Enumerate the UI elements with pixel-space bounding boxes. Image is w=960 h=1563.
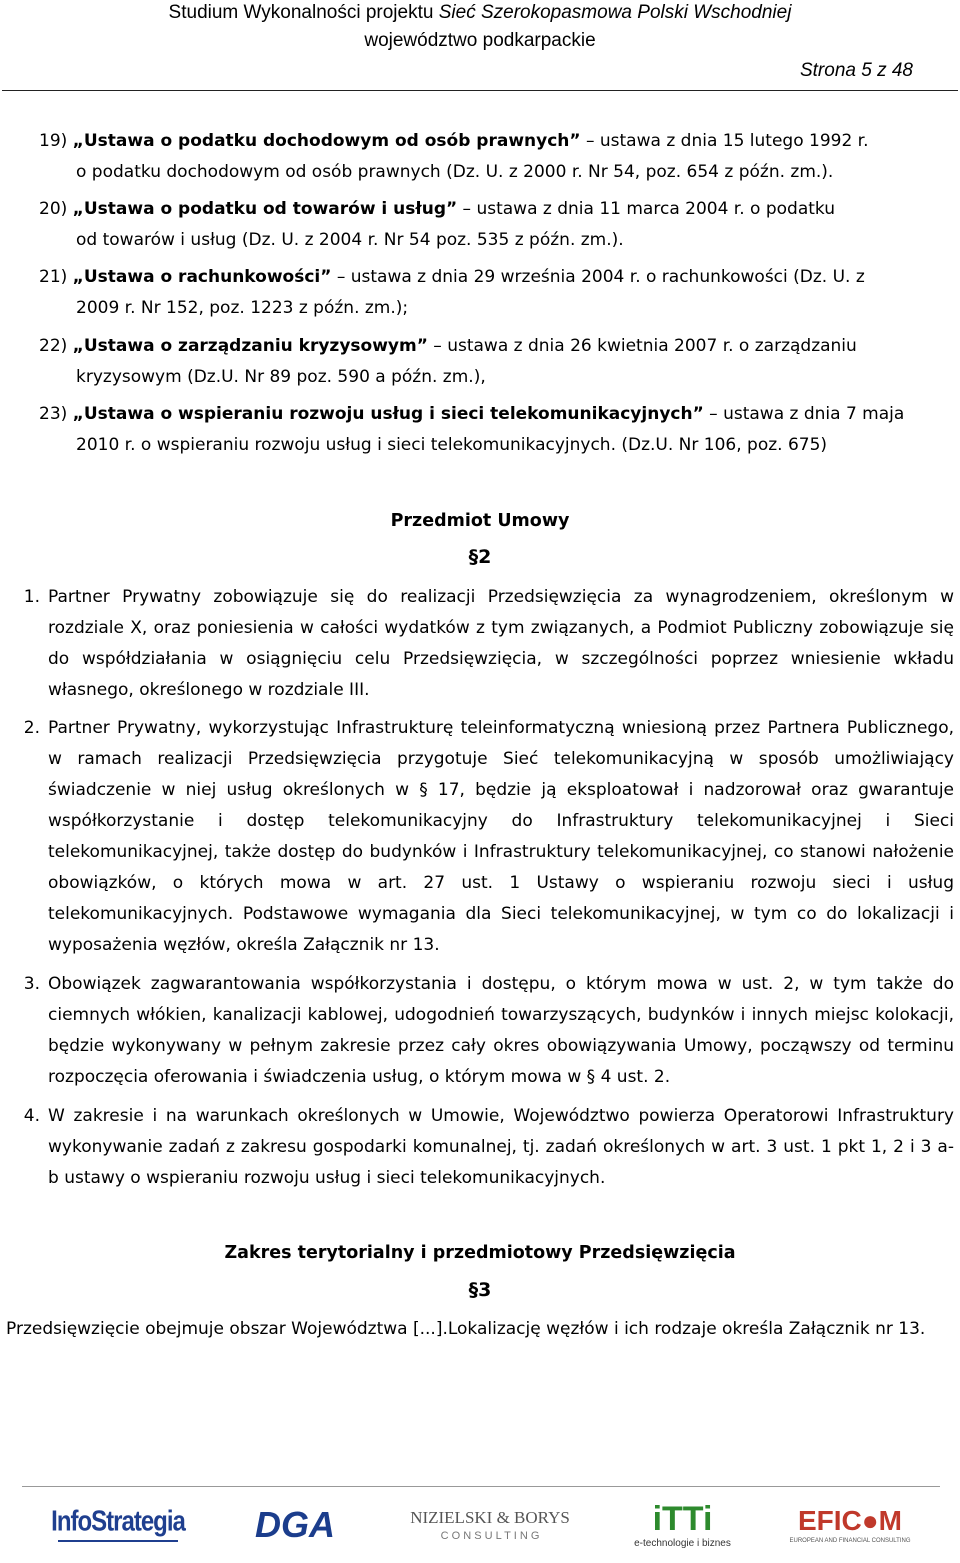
section-heading: Przedmiot Umowy — [390, 511, 570, 531]
list-item: 21) „Ustawa o rachunkowości” – ustawa z dnia 29 września 2004 r. o rachunkowości (Dz. U. z 2009 r. Nr 152, poz. 1223 z późn. zm.); — [39, 267, 865, 318]
project-name: Sieć Szerokopasmowa Polski Wschodniej — [438, 2, 792, 23]
list-item: 23) „Ustawa o wspieraniu rozwoju usług i sieci telekomunikacyjnych” – ustawa z dnia 7 maja 2010 r. o wspieraniu rozwoju usług i sieci telekomunikacyjnych. (Dz.U. Nr 106, poz. 675) — [39, 404, 905, 455]
infostrategia-logo: InfoStrategia — [48, 1496, 188, 1554]
header-region: województwo podkarpackie — [364, 30, 596, 51]
list-item: 20) „Ustawa o podatku od towarów i usług” – ustawa z dnia 11 marca 2004 r. o podatku od towarów i usług (Dz. U. z 2004 r. Nr 54 poz. 535 z późn. zm.). — [39, 199, 836, 250]
paragraph: Przedsięwzięcie obejmuje obszar Województwa [...].Lokalizację węzłów i ich rodzaje określa Załącznik nr 13. — [6, 1319, 926, 1339]
dga-logo: DGA — [255, 1504, 335, 1545]
page-header — [0, 0, 960, 94]
numbered-item: 3. Obowiązek zagwarantowania współkorzystania i dostępu, o którym mowa w ust. 2, w tym także do ciemnych włókien, kanalizacji kablowej, udogodnień towarzyszących, budynków i innych miejsc kolokacji, będzie wykonywany w pełnym zakresie przez cały okres obowiązywania Umowy, począwszy od terminu rozpoczęcia oferowania i świadczenia usług, o którym mowa w § 4 ust. 2. — [23, 974, 954, 1087]
numbered-item: 1. Partner Prywatny zobowiązuje się do realizacji Przedsięwzięcia za wynagrodzeniem, określonym w rozdziale X, oraz poniesienia w całości wydatków z tym związanych, a Podmiot Publiczny zobowiązuje się do współdziałania w osiągnięciu celu Przedsięwzięcia, w szczególności poprzez wniesienie wkładu własnego, określonego w rozdziale III. — [23, 587, 954, 700]
list-item: 19) „Ustawa o podatku dochodowym od osób prawnych” – ustawa z dnia 15 lutego 1992 r. o podatku dochodowym od osób prawnych (Dz. U. z 2000 r. Nr 54, poz. 654 z późn. zm.). — [39, 131, 869, 182]
numbered-item: 4. W zakresie i na warunkach określonych w Umowie, Województwo powierza Operatorowi Infrastruktury wykonywanie zadań z zakresu gospodarki komunalnej, tj. zadań określonych w art. 3 ust. 1 pkt 1, 2 i 3 a-b ustawy o wspieraniu rozwoju usług i sieci telekomunikacyjnych. — [23, 1106, 954, 1188]
header-title: Studium Wykonalności projektu Sieć Szerokopasmowa Polski Wschodniej — [168, 2, 792, 23]
paragraph-sign: §3 — [468, 1279, 492, 1301]
footer-divider — [22, 1486, 940, 1487]
paragraph-sign: §2 — [468, 546, 492, 568]
eficom-logo: EFIC●M EUROPEAN AND FINANCIAL CONSULTING — [789, 1505, 911, 1544]
header-divider — [2, 90, 958, 91]
list-item: 22) „Ustawa o zarządzaniu kryzysowym” – ustawa z dnia 26 kwietnia 2007 r. o zarządzaniu kryzysowym (Dz.U. Nr 89 poz. 590 a późn. zm.), — [39, 336, 857, 387]
numbered-item: 2. Partner Prywatny, wykorzystując Infrastrukturę teleinformatyczną wniesioną przez Partnera Publicznego, w ramach realizacji Przedsięwzięcia przygotuje Sieć telekomunikacyjną w sposób umożliwiający świadczenie w niej usług określonych w § 17, będzie ją eksploatował i nadzorował oraz gwarantuje współkorzystanie i dostęp telekomunikacyjny do Infrastruktury telekomunikacyjnej i Sieci telekomunikacyjnej, także dostęp do budynków i Infrastruktury telekomunikacyjnej, co stanowi nałożenie obowiązków, o których mowa w art. 27 ust. 1 Ustawy o wspieraniu rozwoju sieci i usług telekomunikacyjnych. Podstawowe wymagania dla Sieci telekomunikacyjnej, w tym co do lokalizacji i wyposażenia węzłów, określa Załącznik nr 13. — [23, 718, 954, 955]
nizielski-borys-logo: NIZIELSKI & BORYS C O N S U L T I N G — [410, 1508, 570, 1542]
section-heading: Zakres terytorialny i przedmiotowy Przedsięwzięcia — [224, 1243, 736, 1263]
itti-logo: iTTi e-technologie i biznes — [634, 1499, 731, 1549]
page-number: Strona 5 z 48 — [799, 60, 913, 81]
